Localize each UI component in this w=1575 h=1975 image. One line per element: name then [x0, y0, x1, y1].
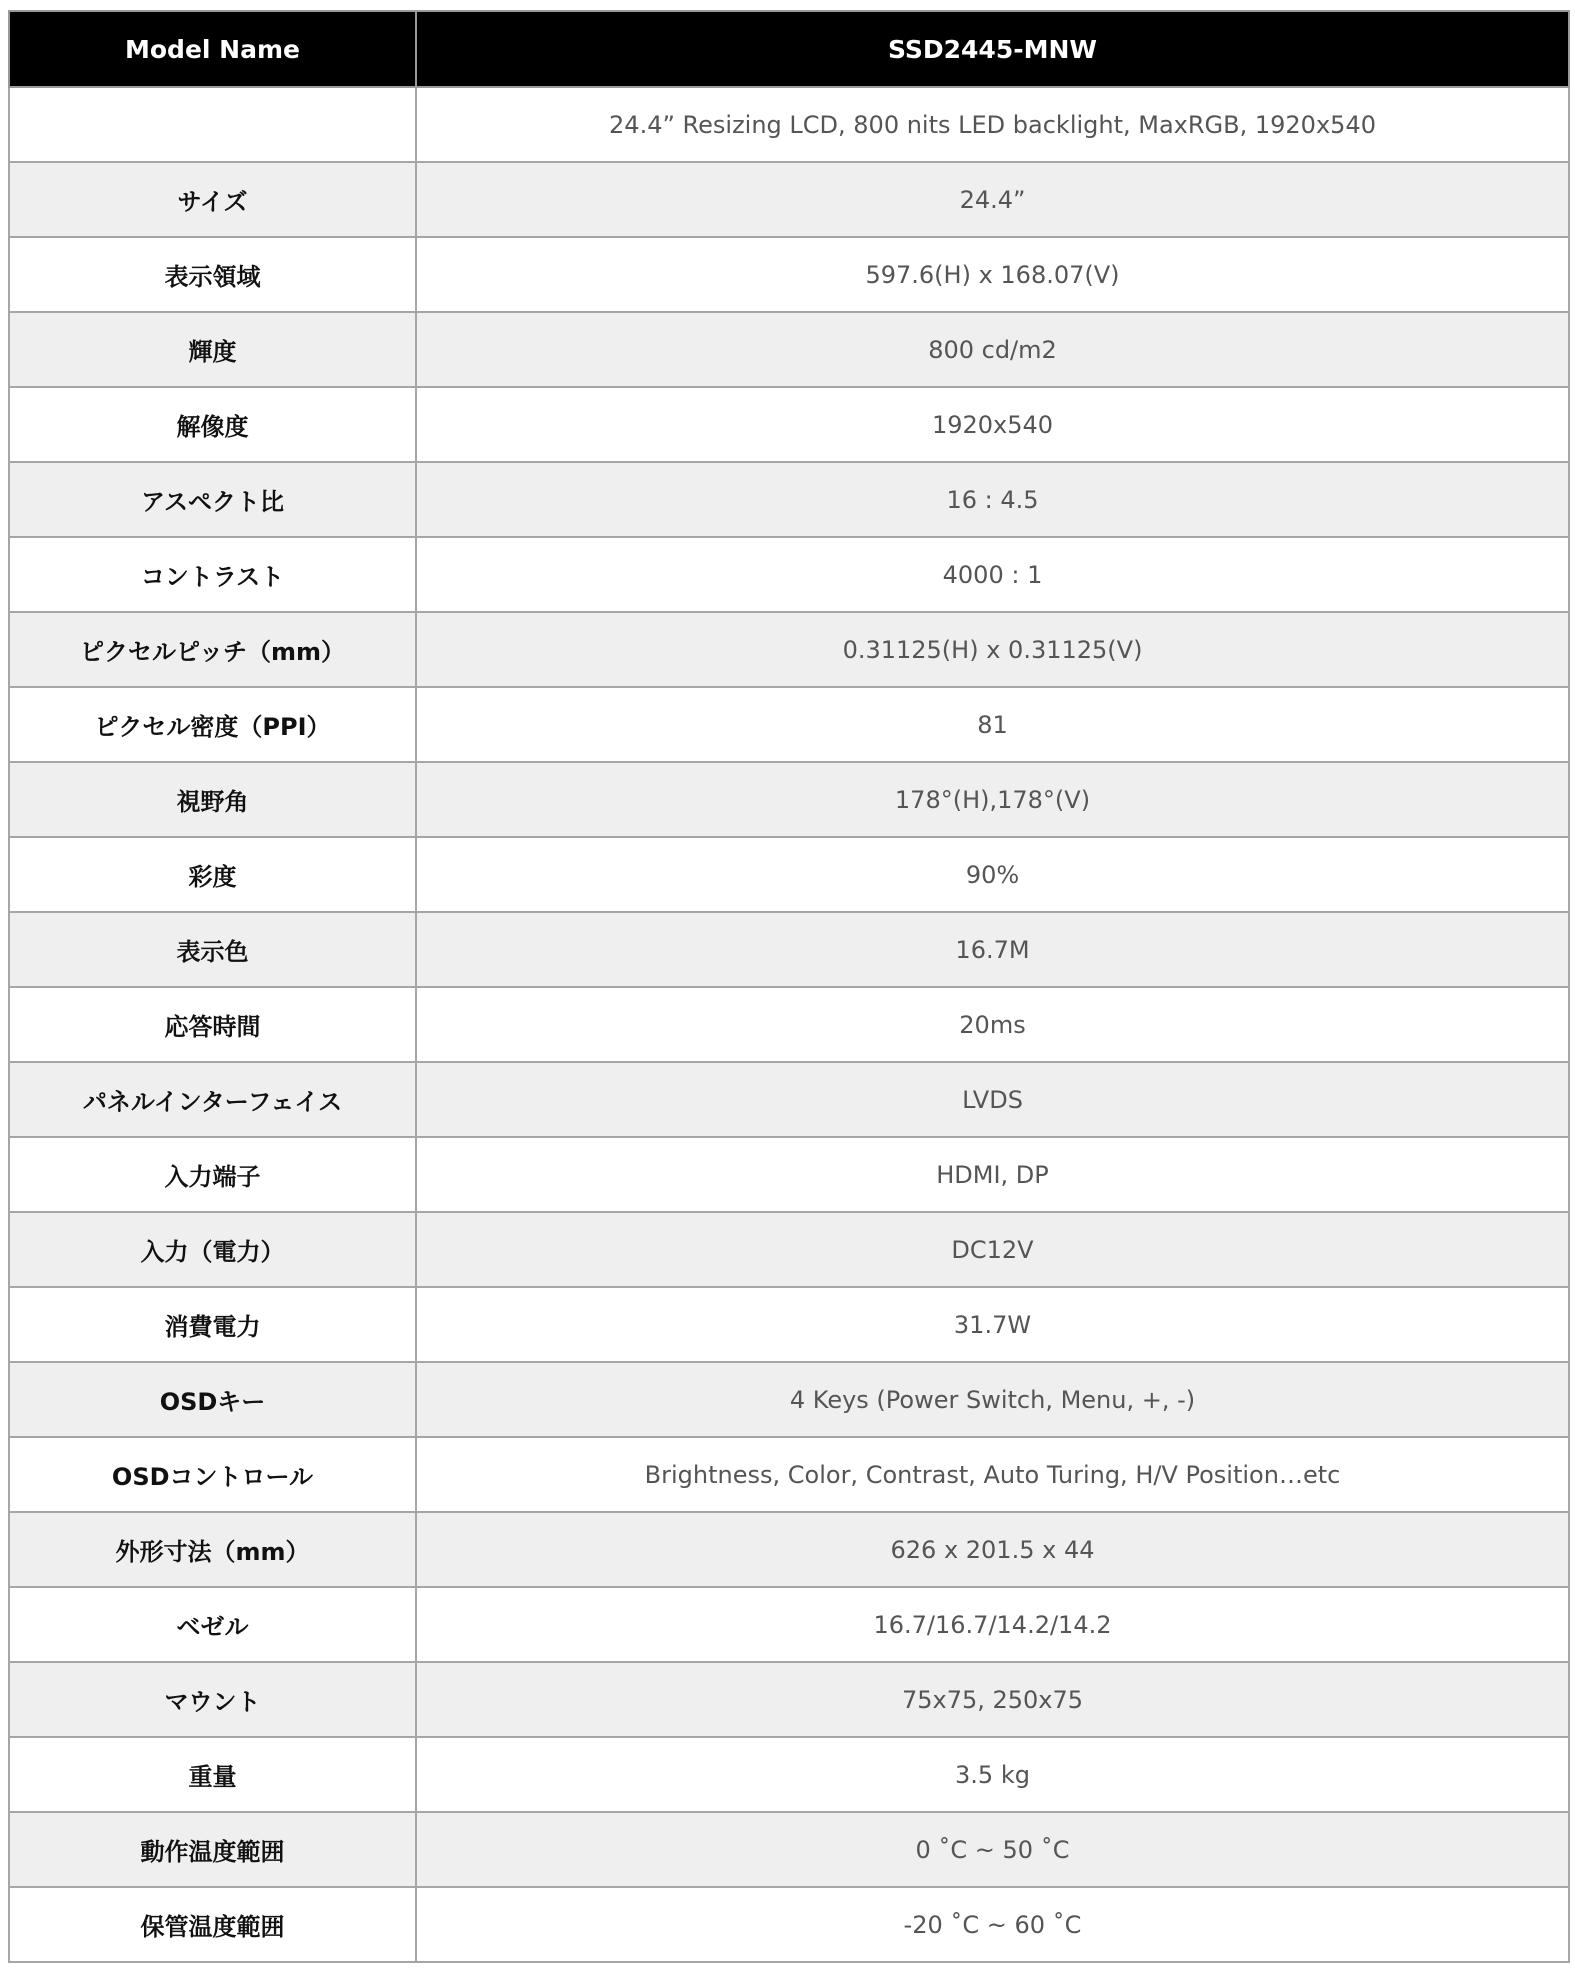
row-value: 16.7M [416, 912, 1569, 987]
row-value: 0 ˚C ~ 50 ˚C [416, 1812, 1569, 1887]
table-row [9, 912, 1569, 987]
row-value: 16.7/16.7/14.2/14.2 [416, 1587, 1569, 1662]
row-value: LVDS [416, 1062, 1569, 1137]
row-label: 外形寸法（mm） [9, 1512, 416, 1587]
row-label: 表示領域 [9, 237, 416, 312]
row-label: パネルインターフェイス [9, 1062, 416, 1137]
row-label: OSDキー [9, 1362, 416, 1437]
row-label: アスペクト比 [9, 462, 416, 537]
spec-table [8, 10, 1570, 1963]
row-label: 入力端子 [9, 1137, 416, 1212]
row-value: 4 Keys (Power Switch, Menu, +, -) [416, 1362, 1569, 1437]
table-row [9, 162, 1569, 237]
row-value: 24.4” Resizing LCD, 800 nits LED backlight, MaxRGB, 1920x540 [416, 87, 1569, 162]
row-value: 24.4” [416, 162, 1569, 237]
row-value: 3.5 kg [416, 1737, 1569, 1812]
row-label: 動作温度範囲 [9, 1812, 416, 1887]
table-row [9, 1437, 1569, 1512]
table-row [9, 1587, 1569, 1662]
row-value: 1920x540 [416, 387, 1569, 462]
header-row [9, 11, 1569, 87]
row-label: 表示色 [9, 912, 416, 987]
row-value: 626 x 201.5 x 44 [416, 1512, 1569, 1587]
table-row [9, 87, 1569, 162]
table-row [9, 1812, 1569, 1887]
table-row [9, 312, 1569, 387]
row-value: HDMI, DP [416, 1137, 1569, 1212]
row-label: 解像度 [9, 387, 416, 462]
table-row [9, 1362, 1569, 1437]
table-row [9, 987, 1569, 1062]
row-label: マウント [9, 1662, 416, 1737]
row-label: コントラスト [9, 537, 416, 612]
row-value: 800 cd/m2 [416, 312, 1569, 387]
row-value: 16 : 4.5 [416, 462, 1569, 537]
row-label: ベゼル [9, 1587, 416, 1662]
table-row [9, 1062, 1569, 1137]
spec-table-body [9, 87, 1569, 1962]
table-row [9, 237, 1569, 312]
table-row [9, 1287, 1569, 1362]
row-label: ピクセル密度（PPI） [9, 687, 416, 762]
table-row [9, 462, 1569, 537]
table-row [9, 537, 1569, 612]
table-row [9, 1137, 1569, 1212]
header-label-cell: Model Name [9, 11, 416, 87]
row-value: 4000 : 1 [416, 537, 1569, 612]
row-label: 重量 [9, 1737, 416, 1812]
table-row [9, 762, 1569, 837]
table-row [9, 1512, 1569, 1587]
row-value: 31.7W [416, 1287, 1569, 1362]
table-row [9, 387, 1569, 462]
row-label: サイズ [9, 162, 416, 237]
row-label: OSDコントロール [9, 1437, 416, 1512]
row-label: 彩度 [9, 837, 416, 912]
table-row [9, 1737, 1569, 1812]
row-label: 保管温度範囲 [9, 1887, 416, 1962]
row-label: 入力（電力） [9, 1212, 416, 1287]
table-row [9, 612, 1569, 687]
table-row [9, 1212, 1569, 1287]
row-label: 視野角 [9, 762, 416, 837]
table-row [9, 1887, 1569, 1962]
row-label: ピクセルピッチ（mm） [9, 612, 416, 687]
row-value: 81 [416, 687, 1569, 762]
row-value: 0.31125(H) x 0.31125(V) [416, 612, 1569, 687]
row-value: 90% [416, 837, 1569, 912]
table-row [9, 837, 1569, 912]
row-label: 輝度 [9, 312, 416, 387]
row-value: -20 ˚C ~ 60 ˚C [416, 1887, 1569, 1962]
row-value: 597.6(H) x 168.07(V) [416, 237, 1569, 312]
header-model-cell: SSD2445-MNW [416, 11, 1569, 87]
spec-table-header [9, 11, 1569, 87]
row-value: Brightness, Color, Contrast, Auto Turing, H/V Position…etc [416, 1437, 1569, 1512]
row-value: 20ms [416, 987, 1569, 1062]
row-value: DC12V [416, 1212, 1569, 1287]
table-row [9, 687, 1569, 762]
table-row [9, 1662, 1569, 1737]
row-label [9, 87, 416, 162]
row-value: 75x75, 250x75 [416, 1662, 1569, 1737]
row-value: 178°(H),178°(V) [416, 762, 1569, 837]
row-label: 応答時間 [9, 987, 416, 1062]
row-label: 消費電力 [9, 1287, 416, 1362]
